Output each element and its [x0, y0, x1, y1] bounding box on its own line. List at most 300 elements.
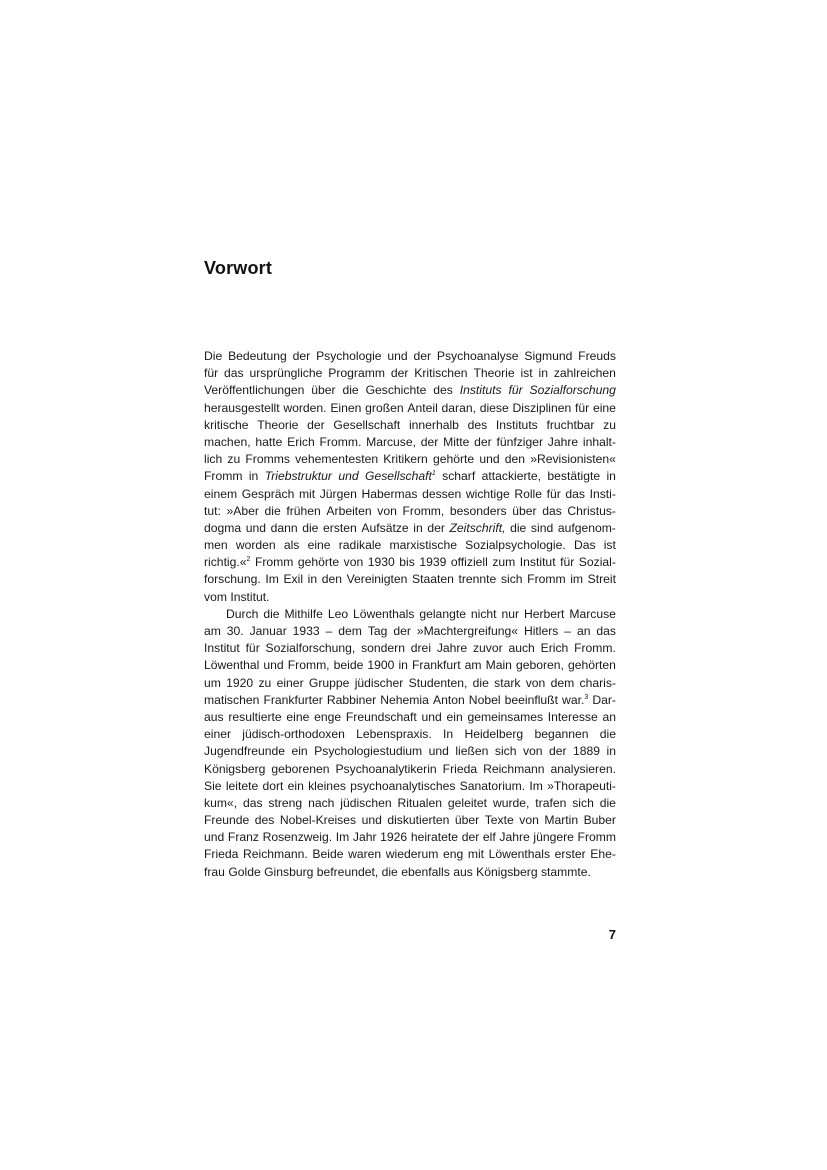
text-line — [204, 554, 616, 571]
page-number: 7 — [608, 927, 616, 942]
word: kleines — [308, 778, 346, 793]
word: für — [245, 641, 260, 656]
word: Main — [485, 658, 512, 673]
word: gemeinsames — [467, 709, 544, 724]
word: Einen — [330, 400, 362, 415]
word: von — [343, 555, 364, 570]
text-line — [204, 365, 616, 382]
word: und — [245, 520, 266, 535]
text-line — [204, 589, 616, 606]
word: der — [390, 366, 409, 381]
word: Sozialforschung, — [265, 641, 356, 656]
word: Gesellschaft — [333, 417, 401, 432]
word: Nehemia — [380, 692, 429, 707]
word: ist — [520, 366, 533, 381]
footnote-marker: 2 — [246, 556, 251, 564]
word: Das — [573, 538, 596, 553]
word: trennte — [458, 572, 497, 587]
word: jüngere — [533, 830, 574, 845]
word: trafen — [535, 795, 567, 810]
word: gehörten — [567, 658, 616, 673]
word: Mithilfe — [284, 606, 323, 621]
word: Nobel — [468, 692, 501, 707]
word: für — [508, 383, 523, 398]
word: Gespräch — [241, 486, 295, 501]
word: ein — [287, 778, 304, 793]
word: Mitte — [443, 434, 470, 449]
word: für — [546, 486, 561, 501]
word: Beide — [312, 847, 344, 862]
word: 1926 — [380, 830, 408, 845]
word: über — [512, 503, 537, 518]
word: Jahre — [436, 641, 468, 656]
word: drei — [410, 641, 432, 656]
word: vom — [204, 589, 227, 604]
word: dogma — [204, 520, 242, 535]
word: nur — [501, 606, 520, 621]
word: und — [479, 452, 500, 467]
word: 1900 — [367, 658, 395, 673]
word: Psychoanalytikerin — [335, 761, 437, 776]
word: daran, — [441, 400, 476, 415]
word: in — [398, 658, 408, 673]
word: Erich — [287, 434, 315, 449]
word: Freunde — [204, 813, 250, 828]
word: Jahr — [352, 830, 377, 845]
word: Fromm. — [319, 434, 362, 449]
word: fruchtbar — [546, 417, 595, 432]
word: Sanatorium. — [459, 778, 526, 793]
word: Gruppe — [308, 675, 350, 690]
word: von — [519, 813, 539, 828]
word: des — [254, 813, 275, 828]
word: Ginsburg — [264, 864, 314, 879]
word: der — [420, 434, 439, 449]
text-line — [204, 468, 616, 485]
word: Instituts — [459, 383, 502, 398]
word: Veröffentlichungen — [204, 383, 305, 398]
word: des — [433, 383, 453, 398]
word: Fromms — [245, 452, 290, 467]
word: ließen — [455, 744, 489, 759]
word: nach — [308, 795, 335, 810]
word: am — [464, 658, 482, 673]
word: inhalt- — [582, 434, 616, 449]
word: Dar- — [592, 692, 616, 707]
word: für — [575, 400, 590, 415]
word: das — [565, 486, 585, 501]
word: richtig.«$^2$ — [204, 555, 251, 570]
text-line — [204, 761, 616, 778]
word: das — [596, 624, 616, 638]
word: einer — [276, 675, 304, 690]
word: offiziell — [450, 555, 488, 570]
word: Sozialforschung — [529, 383, 616, 398]
word: Nobel-Kreises — [279, 813, 357, 828]
text-line — [204, 417, 616, 434]
word: Erich — [540, 641, 569, 656]
word: der — [413, 349, 432, 363]
word: herausgestellt — [204, 400, 280, 415]
word: besonders — [449, 503, 507, 518]
text-line — [204, 846, 616, 863]
word: zu — [227, 452, 241, 467]
word: geboren, — [515, 658, 564, 673]
word: »Thorapeuti- — [547, 778, 616, 793]
word: in — [606, 744, 616, 759]
word: einem — [204, 486, 238, 501]
word: im — [570, 572, 584, 587]
word: wichtige — [465, 486, 510, 501]
text-line — [204, 623, 616, 640]
word: die — [381, 864, 398, 879]
word: wiederum — [385, 847, 439, 862]
word: und — [338, 469, 359, 484]
word: Staaten — [412, 572, 454, 587]
word: Freuds — [578, 349, 616, 363]
word: über — [311, 383, 336, 398]
text-line — [204, 709, 616, 726]
word: der — [427, 520, 445, 535]
word: bis — [399, 555, 415, 570]
word: Löwenthals — [488, 847, 551, 862]
word: aufgenom- — [557, 520, 616, 535]
word: psychoanalytisches — [350, 778, 456, 793]
word: radikale — [338, 538, 382, 553]
word: sich — [572, 795, 594, 810]
word: 1939 — [419, 555, 447, 570]
word: Sie — [204, 778, 222, 793]
word: diese — [479, 400, 509, 415]
word: Ehe- — [590, 847, 616, 862]
body-text — [204, 348, 616, 881]
word: matischen — [204, 692, 260, 707]
text-line — [204, 692, 616, 709]
word: Reichmann — [483, 761, 545, 776]
word: scharf — [442, 469, 476, 484]
word: kum«, — [204, 795, 238, 810]
word: Disziplinen — [512, 400, 572, 415]
word: ersten — [323, 520, 357, 535]
text-line — [204, 520, 616, 537]
text-line — [204, 382, 616, 399]
word: mit — [298, 486, 316, 501]
word: Kritikern — [383, 452, 428, 467]
word: Durch — [226, 606, 259, 621]
word: an — [576, 624, 591, 638]
word: Königsberg — [204, 761, 266, 776]
word: mit — [467, 847, 485, 862]
word: jüdischen — [340, 795, 392, 810]
word: stammte. — [540, 864, 591, 879]
word: analysieren. — [550, 761, 616, 776]
word: Institut — [204, 641, 240, 656]
word: gehörte — [432, 452, 475, 467]
word: waren — [348, 847, 382, 862]
footnote-marker: 1 — [431, 470, 436, 478]
word: Hitlers — [523, 624, 559, 638]
word: marxistische — [389, 538, 457, 553]
word: geborenen — [271, 761, 330, 776]
word: heiratete — [410, 830, 459, 845]
word: Psychologie — [316, 349, 382, 363]
word: eine — [592, 400, 616, 415]
word: Fromm — [204, 469, 243, 484]
word: in — [538, 366, 548, 381]
word: von — [522, 744, 543, 759]
word: Jahre — [499, 830, 530, 845]
word: den — [504, 452, 526, 467]
word: in — [606, 469, 616, 484]
paragraph — [204, 348, 616, 606]
word: Sozialpsychologie. — [465, 538, 566, 553]
word: Texte — [484, 813, 514, 828]
chapter-title: Vorwort — [204, 258, 273, 278]
word: beide — [333, 658, 364, 673]
word: Fromm. — [574, 641, 616, 656]
text-line — [204, 486, 616, 503]
word: Jugendfreunde — [204, 744, 286, 759]
word: Vereinigten — [346, 572, 408, 587]
word: Arbeiten — [326, 503, 372, 518]
text-line — [204, 537, 616, 554]
word: auch — [508, 641, 535, 656]
text-line — [204, 726, 616, 743]
word: 30. — [226, 624, 244, 638]
word: großen — [365, 400, 404, 415]
text-line — [204, 400, 616, 417]
word: ist — [603, 538, 616, 553]
word: Kritischen — [414, 366, 468, 381]
word: als — [283, 538, 300, 553]
word: 1933 — [292, 624, 320, 638]
word: lich — [204, 452, 223, 467]
word: attackierte, — [481, 469, 542, 484]
word: zahlreichen — [553, 366, 616, 381]
word: enge — [314, 709, 342, 724]
word: Psychoanalyse — [436, 349, 519, 363]
word: 1920 — [226, 675, 254, 690]
word: leitete — [225, 778, 259, 793]
word: Aufsätze — [361, 520, 409, 535]
word: Die — [204, 349, 223, 363]
word: Jahre — [547, 434, 579, 449]
word: aus — [204, 709, 224, 724]
word: Heidelberg — [464, 727, 524, 742]
word: Golde — [228, 864, 261, 879]
text-line — [204, 451, 616, 468]
word: der — [292, 349, 311, 363]
word: am — [204, 624, 221, 638]
word: Frankfurter — [263, 692, 323, 707]
word: Fromm, — [287, 658, 330, 673]
word: geleitet — [447, 795, 488, 810]
word: das — [242, 795, 263, 810]
word: sondern — [361, 641, 405, 656]
word: Leo — [327, 606, 349, 621]
word: Insti- — [589, 486, 616, 501]
word: Triebstruktur — [264, 469, 332, 484]
word: ein — [446, 709, 463, 724]
word: Christus- — [567, 503, 616, 518]
word: eng — [442, 847, 464, 862]
word: 1930 — [367, 555, 395, 570]
word: der — [474, 434, 492, 449]
word: beeinflußt — [504, 692, 558, 707]
word: fünfziger — [496, 434, 544, 449]
word: resultierte — [228, 709, 282, 724]
word: Buber — [583, 813, 616, 828]
word: um — [204, 675, 221, 690]
word: Löwenthals — [353, 606, 415, 621]
word: Instituts — [495, 417, 538, 432]
word: »Revisionisten« — [530, 452, 616, 467]
word: Königsberg — [476, 864, 538, 879]
word: die — [599, 795, 616, 810]
word: Sigmund — [524, 349, 573, 363]
text-line — [204, 778, 616, 795]
word: die — [264, 503, 281, 518]
word: 1889 — [573, 744, 601, 759]
word: machen, — [204, 434, 251, 449]
word: dann — [270, 520, 298, 535]
text-line — [204, 606, 616, 623]
word: Rosenzweig. — [262, 830, 333, 845]
word: nicht — [470, 606, 497, 621]
word: und — [361, 813, 382, 828]
word: ursprüngliche — [249, 366, 323, 381]
word: aus — [453, 864, 473, 879]
word: Frieda — [442, 761, 478, 776]
word: streng — [268, 795, 303, 810]
word: zum — [492, 555, 516, 570]
word: Studenten, — [408, 675, 468, 690]
word: jüdischer — [354, 675, 404, 690]
text-line — [204, 434, 616, 451]
footnote-marker: 3 — [584, 693, 589, 701]
word: das — [542, 503, 562, 518]
word: Psychologiestudium — [314, 744, 423, 759]
word: sich — [500, 572, 523, 587]
word: der — [461, 830, 480, 845]
word: sind — [530, 520, 554, 535]
word: forschung. — [204, 572, 261, 587]
text-line — [204, 348, 616, 365]
word: erster — [554, 847, 586, 862]
word: eine — [307, 538, 331, 553]
word: Frieda — [204, 847, 239, 862]
word: die — [302, 520, 319, 535]
word: die — [263, 606, 280, 621]
word: Theorie — [473, 366, 515, 381]
word: über — [454, 813, 480, 828]
word: dessen — [422, 486, 462, 501]
word: gelangte — [419, 606, 466, 621]
word: dem — [550, 675, 575, 690]
word: von — [525, 675, 546, 690]
word: Franz — [227, 830, 259, 845]
word: sich — [494, 744, 517, 759]
word: von — [377, 503, 397, 518]
word: men — [204, 538, 228, 553]
word: eine — [286, 709, 310, 724]
word: Januar — [249, 624, 287, 638]
word: Fromm — [527, 572, 566, 587]
word: die — [510, 520, 527, 535]
text-line — [204, 640, 616, 657]
text-line — [204, 657, 616, 674]
word: Sozial- — [578, 555, 616, 570]
word: Martin — [544, 813, 579, 828]
word: elf — [482, 830, 496, 845]
word: kritische — [204, 417, 249, 432]
word: In — [443, 727, 454, 742]
word: einer — [204, 727, 231, 742]
word: zu — [258, 675, 272, 690]
word: Löwenthal — [204, 658, 260, 673]
word: Anteil — [407, 400, 438, 415]
word: Streit — [587, 572, 616, 587]
paragraph — [204, 606, 616, 881]
word: Zeitschrift, — [449, 520, 506, 535]
word: der — [307, 417, 325, 432]
word: bestätigte — [547, 469, 601, 484]
word: zu — [603, 417, 616, 432]
word: vehementesten — [295, 452, 379, 467]
text-line — [204, 812, 616, 829]
word: frau — [204, 864, 225, 879]
text-line — [204, 571, 616, 588]
word: des — [467, 417, 488, 432]
word: zuvor — [472, 641, 503, 656]
word: jüdisch-orthodoxen — [242, 727, 345, 742]
word: Institut. — [230, 589, 270, 604]
word: Programm — [328, 366, 385, 381]
word: – — [325, 624, 333, 638]
word: Interesse — [547, 709, 598, 724]
word: Fromm, — [402, 503, 445, 518]
word: stark — [494, 675, 521, 690]
word: diskutierten — [387, 813, 450, 828]
word: den — [321, 572, 342, 587]
word: – — [564, 624, 572, 638]
text-line — [204, 675, 616, 692]
word: die — [342, 383, 359, 398]
word: Marcuse — [569, 606, 616, 621]
word: der — [393, 624, 411, 638]
word: »Aber — [226, 503, 259, 518]
word: innerhalb — [408, 417, 459, 432]
word: dem — [338, 624, 362, 638]
word: tut: — [204, 503, 221, 518]
word: Institut — [519, 555, 556, 570]
word: Anton — [432, 692, 465, 707]
word: befreundet, — [316, 864, 379, 879]
word: Herbert — [523, 606, 565, 621]
word: gehörte — [297, 555, 340, 570]
word: und — [204, 830, 225, 845]
word: Gesellschaft$^1$ — [365, 469, 436, 484]
word: in — [248, 469, 259, 484]
word: wurde, — [492, 795, 530, 810]
word: das — [224, 366, 244, 381]
word: und — [428, 744, 449, 759]
word: Bedeutung — [228, 349, 287, 363]
word: der — [549, 744, 567, 759]
word: Fromm — [577, 830, 616, 845]
word: war.$^3$ — [562, 692, 589, 707]
text-line — [204, 829, 616, 846]
